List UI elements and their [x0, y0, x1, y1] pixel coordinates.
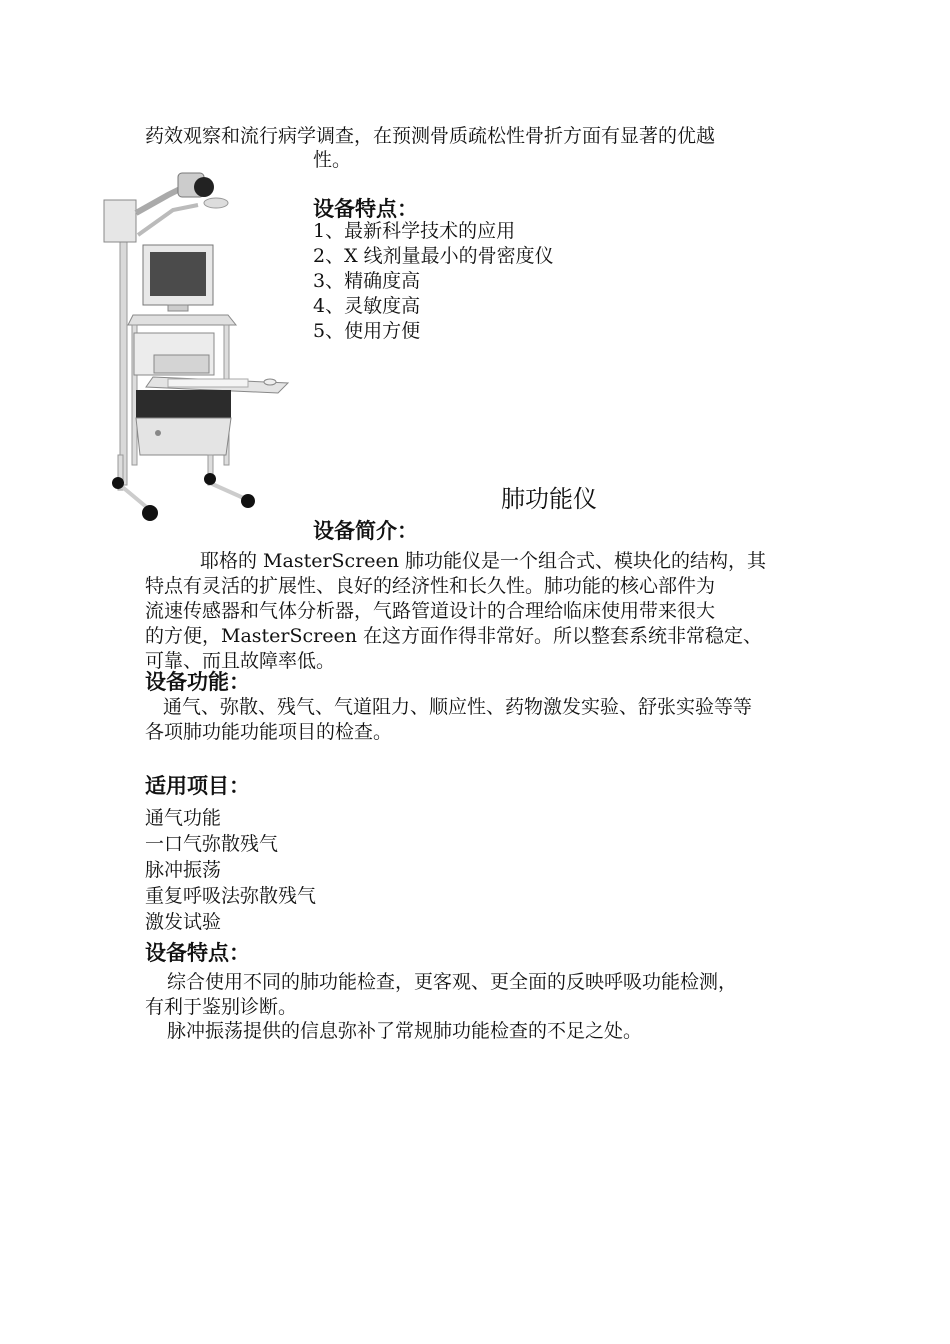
- function-paragraph: [145, 695, 825, 745]
- list-item: 重复呼吸法弥散残气: [145, 885, 317, 907]
- features-paragraph: [145, 970, 825, 1020]
- list-item: 通气功能: [145, 807, 222, 829]
- bone-features-heading: 设备特点：: [313, 197, 418, 221]
- list-item: 5、使用方便: [313, 320, 421, 342]
- paragraph-line: 特点有灵活的扩展性、良好的经济性和长久性。肺功能的核心部件为: [145, 575, 716, 597]
- intro-heading: 设备简介：: [313, 519, 418, 543]
- intro-paragraph: [145, 549, 825, 674]
- paragraph-line: 耶格的 MasterScreen 肺功能仪是一个组合式、模块化的结构，其: [200, 550, 767, 572]
- device-photo: [98, 165, 298, 530]
- paragraph-line: 各项肺功能功能项目的检查。: [145, 721, 393, 743]
- paragraph-line: 流速传感器和气体分析器，气路管道设计的合理给临床使用带来很大: [145, 600, 716, 622]
- list-item: 3、精确度高: [313, 270, 421, 292]
- lung-features-heading: 设备特点：: [145, 941, 250, 965]
- pulmonary-workstation-icon: [98, 165, 298, 530]
- paragraph-line: 综合使用不同的肺功能检查，更客观、更全面的反映呼吸功能检测，: [167, 971, 738, 993]
- applicable-heading: 适用项目：: [145, 774, 250, 798]
- paragraph-line: 的方便，MasterScreen 在这方面作得非常好。所以整套系统非常稳定、: [145, 625, 763, 647]
- list-item: 1、最新科学技术的应用: [313, 220, 516, 242]
- intro-text-line-2: 性。: [313, 149, 352, 171]
- list-item: 一口气弥散残气: [145, 833, 279, 855]
- paragraph-line: 脉冲振荡提供的信息弥补了常规肺功能检查的不足之处。: [167, 1020, 643, 1042]
- list-item: 激发试验: [145, 911, 222, 933]
- function-heading: 设备功能：: [145, 670, 250, 694]
- list-item: 脉冲振荡: [145, 859, 222, 881]
- paragraph-line: 可靠、而且故障率低。: [145, 650, 336, 672]
- bone-features-list: [313, 219, 554, 344]
- intro-text-line-1: 药效观察和流行病学调查，在预测骨质疏松性骨折方面有显著的优越: [145, 125, 716, 147]
- paragraph-line: 通气、弥散、残气、气道阻力、顺应性、药物激发实验、舒张实验等等: [163, 696, 753, 718]
- list-item: 4、灵敏度高: [313, 295, 421, 317]
- section-title: 肺功能仪: [501, 485, 597, 513]
- list-item: 2、X 线剂量最小的骨密度仪: [313, 245, 554, 267]
- features-paragraph-2: [145, 1019, 825, 1044]
- paragraph-line: 有利于鉴别诊断。: [145, 996, 298, 1018]
- applicable-list: [145, 805, 316, 935]
